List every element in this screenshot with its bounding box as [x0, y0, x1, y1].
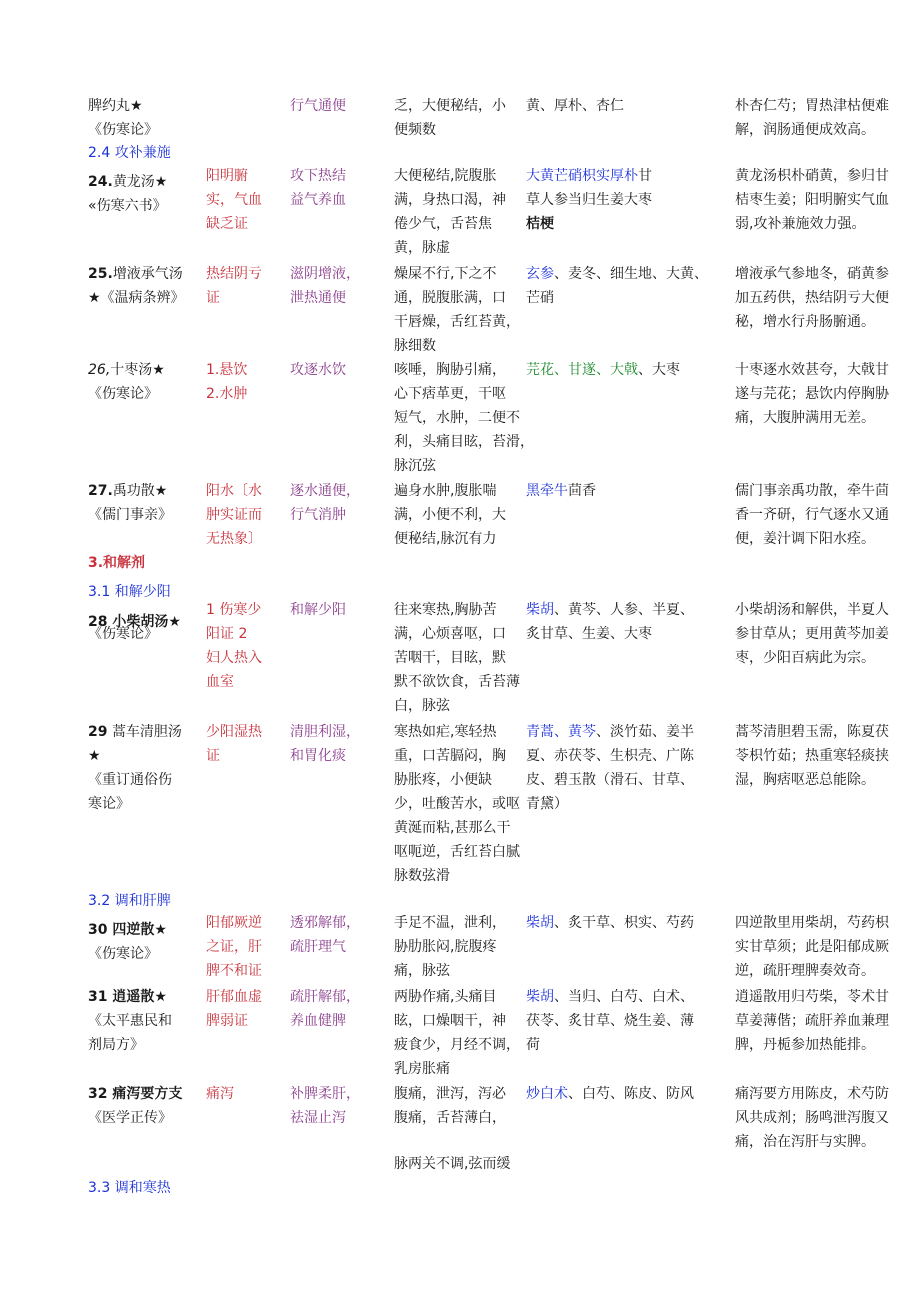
treatment-method: 行气通便 — [290, 98, 346, 114]
mnemonic-verse: 儒门事亲禹功散，牵牛茴 香一齐研，行气逐水又通 便，姜汁调下阳水痊。 — [735, 483, 889, 547]
syndrome: 阳水〔水 肿实证而 无热象〕 — [206, 483, 262, 547]
ingredients: 大黄芒硝枳实厚朴甘 草人参当归生姜大枣 桔梗 — [526, 168, 652, 232]
syndrome: 1 伤寒少 阳证 2 妇人热入 血室 — [206, 602, 262, 690]
treatment-method: 滋阴增液， 泄热通便 — [290, 266, 360, 306]
symptoms: 往来寒热,胸胁苦 满，心烦喜呕，口 苦咽干，目眩，默 默不欲饮食，舌苔薄 白，脉弦 — [394, 602, 520, 714]
mnemonic-verse: 朴杏仁芍；胃热津枯便难 解，润肠通便成效高。 — [735, 98, 889, 138]
section-heading-3-3: 3.3 调和寒热 — [88, 1180, 171, 1196]
ingredients: 芫花、甘遂、大戟、大枣 — [526, 362, 680, 378]
ingredients: 柴胡、黄芩、人参、半夏、 炙甘草、生姜、大枣 — [526, 602, 694, 642]
mnemonic-verse: 增液承气参地冬，硝黄参 加五药供，热结阴亏大便 秘，增水行舟肠腑通。 — [735, 266, 889, 330]
mnemonic-verse: 逍遥散用归芍柴，苓术甘 草姜薄偕；疏肝养血兼理 脾，丹栀参加热能排。 — [735, 989, 889, 1053]
formula-name: 26,十枣汤★ 《伤寒论》 — [88, 362, 165, 402]
section-heading-3-1: 3.1 和解少阳 — [88, 584, 171, 600]
symptoms: 两胁作痛,头痛目 眩，口燥咽干，神 疲食少，月经不调， 乳房胀痛 — [394, 989, 520, 1077]
formula-name: 25.增液承气汤 ★《温病条辨》 — [88, 266, 185, 306]
syndrome: 1.悬饮 2.水肿 — [206, 362, 248, 402]
ingredients: 柴胡、当归、白芍、白术、 茯苓、炙甘草、烧生姜、薄 荷 — [526, 989, 694, 1053]
formula-name: 32 痛泻要方支 《医学正传》 — [88, 1086, 183, 1126]
section-heading-3: 3.和解剂 — [88, 555, 146, 571]
symptoms: 腹痛，泄泻，泻必 腹痛，舌苔薄白， — [394, 1086, 506, 1126]
ingredients: 玄参、麦冬、细生地、大黄、 芒硝 — [526, 266, 708, 306]
symptoms: 大便秘结,院腹胀 满，身热口渴，神 倦少气，舌苔焦 黄，脉虚 — [394, 168, 506, 256]
formula-name: 30 四逆散★ 《伤寒论》 — [88, 922, 167, 962]
treatment-method: 攻下热结 益气养血 — [290, 168, 346, 208]
mnemonic-verse: 十枣逐水效甚夸，大戟甘 遂与芫花；悬饮内停胸胁 痛，大腹肿满用无差。 — [735, 362, 889, 426]
section-heading-2-4: 2.4 攻补兼施 — [88, 145, 171, 161]
syndrome: 热结阴亏 证 — [206, 266, 262, 306]
formula-name: 脾约丸★ 《伤寒论》 — [88, 98, 158, 138]
mnemonic-verse: 小柴胡汤和解供，半夏人 参甘草从；更用黄芩加姜 枣，少阳百病此为宗。 — [735, 602, 889, 666]
treatment-method: 疏肝解郁， 养血健脾 — [290, 989, 360, 1029]
symptoms: 遍身水肿,腹胀喘 满，小便不利，大 便秘结,脉沉有力 — [394, 483, 506, 547]
ingredients: 黄、厚朴、杏仁 — [526, 98, 624, 114]
symptoms: 咳唾，胸胁引痛， 心下痞革更，干呕 短气，水肿，二便不 利，头痛目眩，苔滑， 脉沉弦 — [394, 362, 534, 474]
formula-name: 24.黄龙汤★ «伤寒六书》 — [88, 174, 168, 214]
syndrome: 阳明腑 实，气血 缺乏证 — [206, 168, 262, 232]
treatment-method: 透邪解郁， 疏肝理气 — [290, 915, 360, 955]
treatment-method: 攻逐水饮 — [290, 362, 346, 378]
symptoms: 寒热如疟,寒轻热 重，口苦膈闷，胸 胁胀疼，小便缺 少，吐酸苦水，或呕 黄涎而粘,甚那么干 呕呃逆，舌红苔白腻 脉数弦滑 — [394, 724, 520, 884]
treatment-method: 和解少阳 — [290, 602, 346, 618]
treatment-method: 补脾柔肝， 祛湿止泻 — [290, 1086, 360, 1126]
ingredients: 炒白术、白芍、陈皮、防风 — [526, 1086, 694, 1102]
symptoms: 手足不温，泄利， 胁肋胀闷,脘腹疼 痛，脉弦 — [394, 915, 506, 979]
formula-book: 《伤寒论》 — [88, 626, 158, 642]
mnemonic-verse: 蒿芩清胆碧玉需，陈夏茯 苓枳竹茹；热重寒轻痰挟 湿，胸痞呕恶总能除。 — [735, 724, 889, 788]
syndrome: 痛泻 — [206, 1086, 234, 1102]
ingredients: 青蒿、黄芩、淡竹茹、姜半 夏、赤茯苓、生枳壳、广陈 皮、碧玉散（滑石、甘草、 青黛） — [526, 724, 694, 812]
ingredients: 黑牵牛茴香 — [526, 483, 596, 499]
mnemonic-verse: 四逆散里用柴胡，芍药枳 实甘草须；此是阳郁成厥 逆，疏肝理脾奏效奇。 — [735, 915, 889, 979]
treatment-method: 清胆利湿， 和胃化痰 — [290, 724, 360, 764]
treatment-method: 逐水通便， 行气消肿 — [290, 483, 360, 523]
mnemonic-verse: 痛泻要方用陈皮，术芍防 风共成剂；肠鸣泄泻腹又 痛，治在泻肝与实脾。 — [735, 1086, 889, 1150]
syndrome: 少阳湿热 证 — [206, 724, 262, 764]
syndrome: 阳郁厥逆 之证，肝 脾不和证 — [206, 915, 262, 979]
syndrome: 肝郁血虚 脾弱证 — [206, 989, 262, 1029]
formula-name: 29 蒿车清胆汤 ★ 《重订通俗伤 寒论》 — [88, 724, 182, 812]
formula-name: 31 逍遥散★ 《太平惠民和 剂局方》 — [88, 989, 172, 1053]
formula-name: 27.禹功散★ 《儒门事亲》 — [88, 483, 172, 523]
symptoms-pulse: 脉两关不调,弦而缓 — [394, 1156, 511, 1172]
symptoms: 乏，大便秘结，小 便频数 — [394, 98, 506, 138]
ingredients: 柴胡、炙干草、枳实、芍药 — [526, 915, 694, 931]
formula-title-cut: 28 小柴胡汤★ — [88, 614, 181, 630]
mnemonic-verse: 黄龙汤枳朴硝黄，参归甘 桔枣生姜；阳明腑实气血 弱,攻补兼施效力强。 — [735, 168, 889, 232]
symptoms: 燥屎不行,下之不 通，脱腹胀满，口 干唇燥，舌红苔黄， 脉细数 — [394, 266, 520, 354]
section-heading-3-2: 3.2 调和肝脾 — [88, 893, 171, 909]
